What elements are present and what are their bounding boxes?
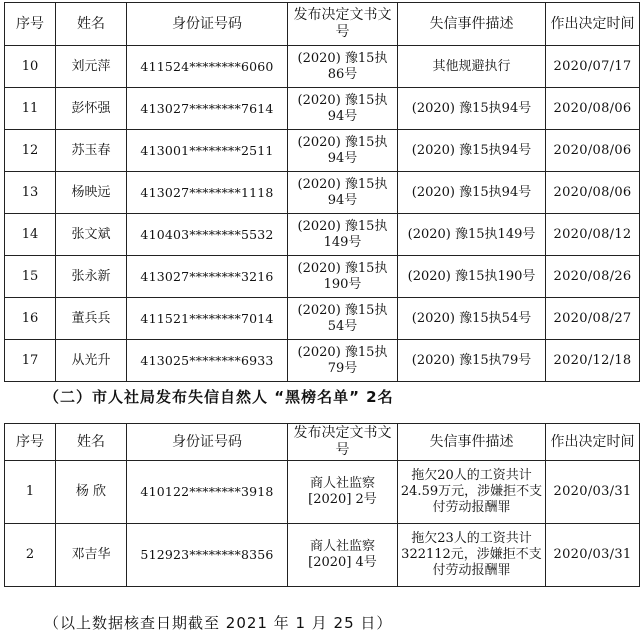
- cell-date: 2020/08/06: [546, 130, 640, 172]
- cell-date: 2020/07/17: [546, 46, 640, 88]
- cell-seq: 14: [5, 214, 56, 256]
- section-title: （二）市人社局发布失信自然人 “黑榜名单” 2名: [44, 388, 394, 406]
- footnote: （以上数据核查日期截至 2021 年 1 月 25 日）: [44, 614, 393, 632]
- cell-seq: 11: [5, 88, 56, 130]
- cell-date: 2020/03/31: [546, 461, 640, 524]
- cell-id: 413027********3216: [127, 256, 288, 298]
- table-header-row: [5, 424, 640, 461]
- cell-desc: (2020) 豫15执149号: [398, 214, 546, 256]
- cell-id: 413027********7614: [127, 88, 288, 130]
- header-doc: 发布决定文书文号: [288, 424, 398, 461]
- table-row: [5, 340, 640, 382]
- cell-id: 413027********1118: [127, 172, 288, 214]
- cell-date: 2020/08/06: [546, 172, 640, 214]
- cell-seq: 12: [5, 130, 56, 172]
- table-row: [5, 298, 640, 340]
- header-name: 姓名: [56, 424, 127, 461]
- table-row: [5, 524, 640, 587]
- cell-id: 410403********5532: [127, 214, 288, 256]
- cell-seq: 17: [5, 340, 56, 382]
- table-header-row: [5, 3, 640, 46]
- cell-date: 2020/08/27: [546, 298, 640, 340]
- table-row: [5, 130, 640, 172]
- cell-date: 2020/12/18: [546, 340, 640, 382]
- header-seq: 序号: [5, 424, 56, 461]
- cell-date: 2020/08/26: [546, 256, 640, 298]
- cell-seq: 10: [5, 46, 56, 88]
- cell-name: 从光升: [56, 340, 127, 382]
- cell-seq: 1: [5, 461, 56, 524]
- cell-id: 413025********6933: [127, 340, 288, 382]
- cell-doc: 商人社监察[2020] 2号: [288, 461, 398, 524]
- cell-desc: (2020) 豫15执54号: [398, 298, 546, 340]
- cell-doc: (2020) 豫15执86号: [288, 46, 398, 88]
- cell-id: 411521********7014: [127, 298, 288, 340]
- cell-date: 2020/08/06: [546, 88, 640, 130]
- table-row: [5, 461, 640, 524]
- cell-id: 512923********8356: [127, 524, 288, 587]
- cell-desc: (2020) 豫15执79号: [398, 340, 546, 382]
- header-name: 姓名: [56, 3, 127, 46]
- cell-name: 杨映远: [56, 172, 127, 214]
- cell-doc: (2020) 豫15执94号: [288, 130, 398, 172]
- cell-desc: 拖欠23人的工资共计322112元，涉嫌拒不支付劳动报酬罪: [398, 524, 546, 587]
- cell-seq: 2: [5, 524, 56, 587]
- header-date: 作出决定时间: [546, 424, 640, 461]
- table-row: [5, 172, 640, 214]
- cell-desc: 其他规避执行: [398, 46, 546, 88]
- table-row: [5, 214, 640, 256]
- cell-name: 张永新: [56, 256, 127, 298]
- cell-doc: (2020) 豫15执94号: [288, 172, 398, 214]
- header-id: 身份证号码: [127, 3, 288, 46]
- header-seq: 序号: [5, 3, 56, 46]
- blacklist-table-hrss: [4, 423, 640, 587]
- cell-desc: (2020) 豫15执94号: [398, 172, 546, 214]
- cell-date: 2020/03/31: [546, 524, 640, 587]
- cell-seq: 13: [5, 172, 56, 214]
- table-row: [5, 256, 640, 298]
- cell-desc: (2020) 豫15执190号: [398, 256, 546, 298]
- cell-id: 411524********6060: [127, 46, 288, 88]
- table-row: [5, 46, 640, 88]
- cell-name: 彭怀强: [56, 88, 127, 130]
- cell-doc: (2020) 豫15执79号: [288, 340, 398, 382]
- header-doc: 发布决定文书文号: [288, 3, 398, 46]
- blacklist-table-court: [4, 2, 640, 382]
- cell-name: 刘元萍: [56, 46, 127, 88]
- cell-seq: 16: [5, 298, 56, 340]
- header-desc: 失信事件描述: [398, 3, 546, 46]
- cell-desc: (2020) 豫15执94号: [398, 130, 546, 172]
- cell-doc: (2020) 豫15执149号: [288, 214, 398, 256]
- cell-doc: (2020) 豫15执190号: [288, 256, 398, 298]
- cell-id: 410122********3918: [127, 461, 288, 524]
- cell-name: 杨 欣: [56, 461, 127, 524]
- header-date: 作出决定时间: [546, 3, 640, 46]
- cell-desc: (2020) 豫15执94号: [398, 88, 546, 130]
- cell-date: 2020/08/12: [546, 214, 640, 256]
- cell-name: 邓吉华: [56, 524, 127, 587]
- table-row: [5, 88, 640, 130]
- cell-seq: 15: [5, 256, 56, 298]
- cell-doc: (2020) 豫15执54号: [288, 298, 398, 340]
- cell-id: 413001********2511: [127, 130, 288, 172]
- cell-doc: 商人社监察[2020] 4号: [288, 524, 398, 587]
- cell-name: 苏玉春: [56, 130, 127, 172]
- header-desc: 失信事件描述: [398, 424, 546, 461]
- header-id: 身份证号码: [127, 424, 288, 461]
- cell-doc: (2020) 豫15执94号: [288, 88, 398, 130]
- cell-name: 张文斌: [56, 214, 127, 256]
- cell-desc: 拖欠20人的工资共计24.59万元，涉嫌拒不支付劳动报酬罪: [398, 461, 546, 524]
- cell-name: 董兵兵: [56, 298, 127, 340]
